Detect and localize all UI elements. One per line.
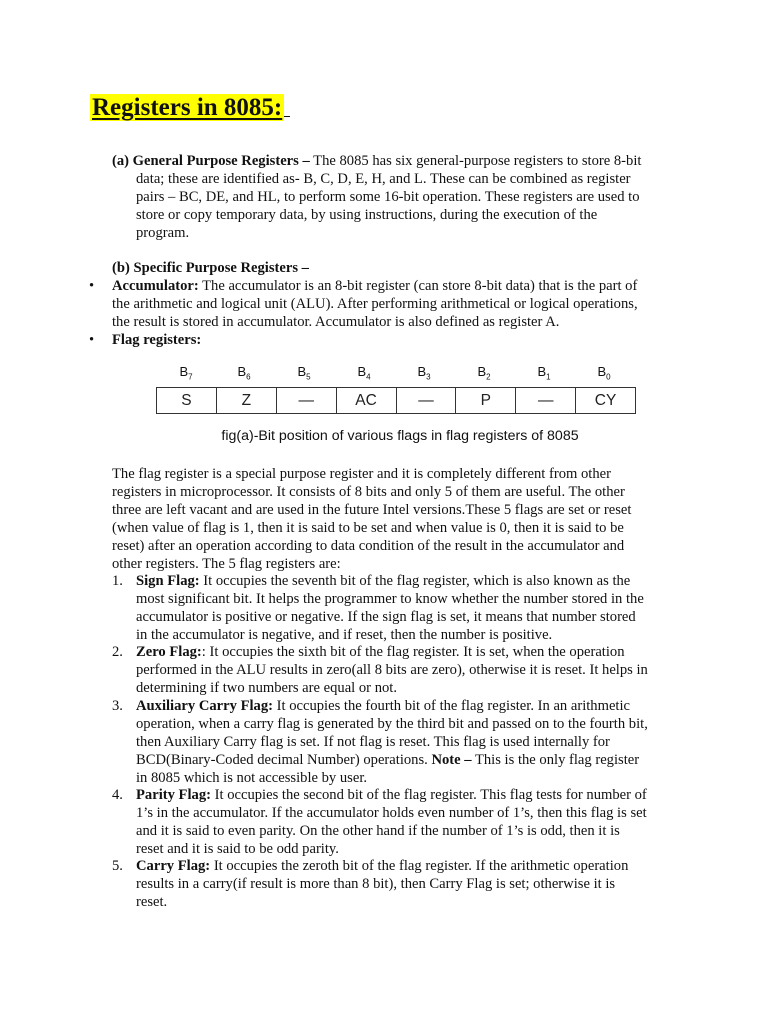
accumulator-line-1 (112, 277, 637, 295)
flag-cell-ac: AC (337, 388, 397, 413)
aux-carry-text-1: It occupies the fourth bit of the flag register. In an arithmetic (273, 698, 631, 714)
flag-registers-bold: Flag registers: (112, 332, 202, 348)
carry-flag-line-1 (136, 857, 628, 875)
flag-cell-vacant-b3: — (397, 388, 457, 413)
general-line-4: store or copy temporary data, by using instructions, during the execution of the (136, 207, 598, 223)
zero-flag-line-1 (136, 643, 625, 661)
flag-registers-label (112, 331, 201, 349)
list-number-2: 2. (112, 644, 123, 660)
flag-cell-vacant-b1: — (516, 388, 576, 413)
general-purpose-heading: (a) General Purpose Registers – (112, 153, 310, 169)
aux-carry-line-2: operation, when a carry flag is generated by the third bit and passed on to the fourth bit, (136, 716, 648, 732)
parity-flag-line-3: and it is said to even parity. On the other hand if the number of 1’s is odd, then it is (136, 823, 620, 839)
flag-cell-s: S (157, 388, 217, 413)
parity-flag-line-4: reset and it is said to be odd parity. (136, 841, 339, 857)
parity-flag-text-1: It occupies the second bit of the flag register. This flag tests for number of (210, 787, 647, 803)
aux-carry-text-4: BCD(Binary-Coded decimal Number) operations. (136, 752, 432, 768)
flag-cell-z: Z (217, 388, 277, 413)
intro-line-1: The flag register is a special purpose register and it is completely different from other (112, 466, 611, 482)
carry-flag-text-1: It occupies the zeroth bit of the flag register. If the arithmetic operation (210, 858, 629, 874)
general-text-1: The 8085 has six general-purpose registers to store 8-bit (309, 153, 642, 169)
accumulator-label: Accumulator: (112, 278, 199, 294)
carry-flag-line-3: reset. (136, 894, 168, 910)
sign-flag-line-3: accumulator is positive or negative. If the sign flag is set, it means that number stored (136, 609, 636, 625)
bit-label-b2: $B_2$ (477, 364, 491, 382)
flag-register-figure (156, 360, 636, 456)
sign-flag-line-1 (136, 572, 630, 590)
figure-caption: fig(a)-Bit position of various flags in flag registers of 8085 (221, 428, 579, 444)
carry-flag-label: Carry Flag: (136, 858, 211, 874)
flag-cell-p: P (456, 388, 516, 413)
sign-flag-line-4: in the accumulator is negative, and if reset, then the number is positive. (136, 627, 553, 643)
list-number-4: 4. (112, 787, 123, 803)
flag-cell-vacant-b5: — (277, 388, 337, 413)
bit-label-b1: $B_1$ (537, 364, 551, 382)
flag-cell-cy: CY (594, 392, 617, 409)
specific-purpose-heading (112, 259, 309, 277)
list-number-5: 5. (112, 858, 123, 874)
aux-carry-line-5: in 8085 which is not accessible by user. (136, 770, 368, 786)
note-text: This is the only flag register (471, 752, 640, 768)
intro-line-4: (when value of flag is 1, then it is said to be set and when value is 0, then it is said to be (112, 520, 624, 536)
accumulator-line-3: the result is stored in accumulator. Accumulator is also defined as register A. (112, 314, 560, 330)
accumulator-line-2: the arithmetic and logical unit (ALU). After performing arithmetical or logical operations, (112, 296, 638, 312)
bit-label-b0: $B_0$ (597, 364, 611, 382)
bit-label-b3: $B_3$ (417, 364, 431, 382)
bit-labels (156, 364, 636, 382)
bullet-flag-registers: • (89, 332, 95, 348)
intro-line-2: registers in microprocessor. It consists of 8 bits and only 5 of them are useful. The other (112, 484, 625, 500)
sign-flag-text-1: It occupies the seventh bit of the flag register, which is also known as the (199, 573, 631, 589)
bit-label-b6: $B_6$ (237, 364, 251, 382)
zero-flag-line-2: performed in the ALU results in zero(all 8 bits are zero), otherwise it is reset. It helps in (136, 662, 648, 678)
general-line-3: pairs – BC, DE, and HL, to perform some 16-bit operation. These registers are used to (136, 189, 640, 205)
zero-flag-text-1: : It occupies the sixth bit of the flag register. It is set, when the operation (201, 644, 625, 660)
parity-flag-line-2: 1’s in the accumulator. If the accumulator holds even number of 1’s, then this flag is set (136, 805, 647, 821)
aux-carry-line-4 (136, 751, 639, 769)
note-label: Note – (431, 752, 472, 768)
list-number-3: 3. (112, 698, 123, 714)
specific-purpose-label: (b) Specific Purpose Registers – (112, 260, 309, 276)
aux-carry-flag-label: Auxiliary Carry Flag: (136, 698, 273, 714)
title-underline-gap (284, 115, 290, 117)
flag-cells-row (156, 387, 636, 414)
bullet-accumulator: • (89, 278, 95, 294)
carry-flag-line-2: results in a carry(if result is more than 8 bit), then Carry Flag is set; otherwise it is (136, 876, 616, 892)
zero-flag-line-3: determining if two numbers are equal or not. (136, 680, 397, 696)
accumulator-text-1: The accumulator is an 8-bit register (can store 8-bit data) that is the part of (198, 278, 638, 294)
general-line-1 (112, 152, 641, 170)
parity-flag-line-1 (136, 786, 647, 804)
intro-line-3: three are left vacant and are used in the future Intel versions.These 5 flags are set or reset (112, 502, 632, 518)
intro-line-6: other registers. The 5 flag registers are: (112, 556, 341, 572)
list-number-1: 1. (112, 573, 123, 589)
aux-carry-line-1 (136, 697, 630, 715)
bit-label-b4: $B_4$ (357, 364, 371, 382)
sign-flag-line-2: most significant bit. It helps the programmer to know whether the number stored in the (136, 591, 644, 607)
bit-label-b7: $B_7$ (179, 364, 193, 382)
general-line-2: data; these are identified as- B, C, D, E, H, and L. These can be combined as register (136, 171, 631, 187)
bit-label-b5: $B_5$ (297, 364, 311, 382)
sign-flag-label: Sign Flag: (136, 573, 200, 589)
title-highlight: Registers in 8085: (92, 94, 283, 121)
general-line-5: program. (136, 225, 190, 241)
aux-carry-line-3: then Auxiliary Carry flag is set. If not flag is reset. This flag is used internally for (136, 734, 610, 750)
parity-flag-label: Parity Flag: (136, 787, 211, 803)
intro-line-5: reset) after an operation according to data condition of the result in the accumulator and (112, 538, 625, 554)
page-title (90, 93, 290, 123)
zero-flag-label: Zero Flag: (136, 644, 202, 660)
